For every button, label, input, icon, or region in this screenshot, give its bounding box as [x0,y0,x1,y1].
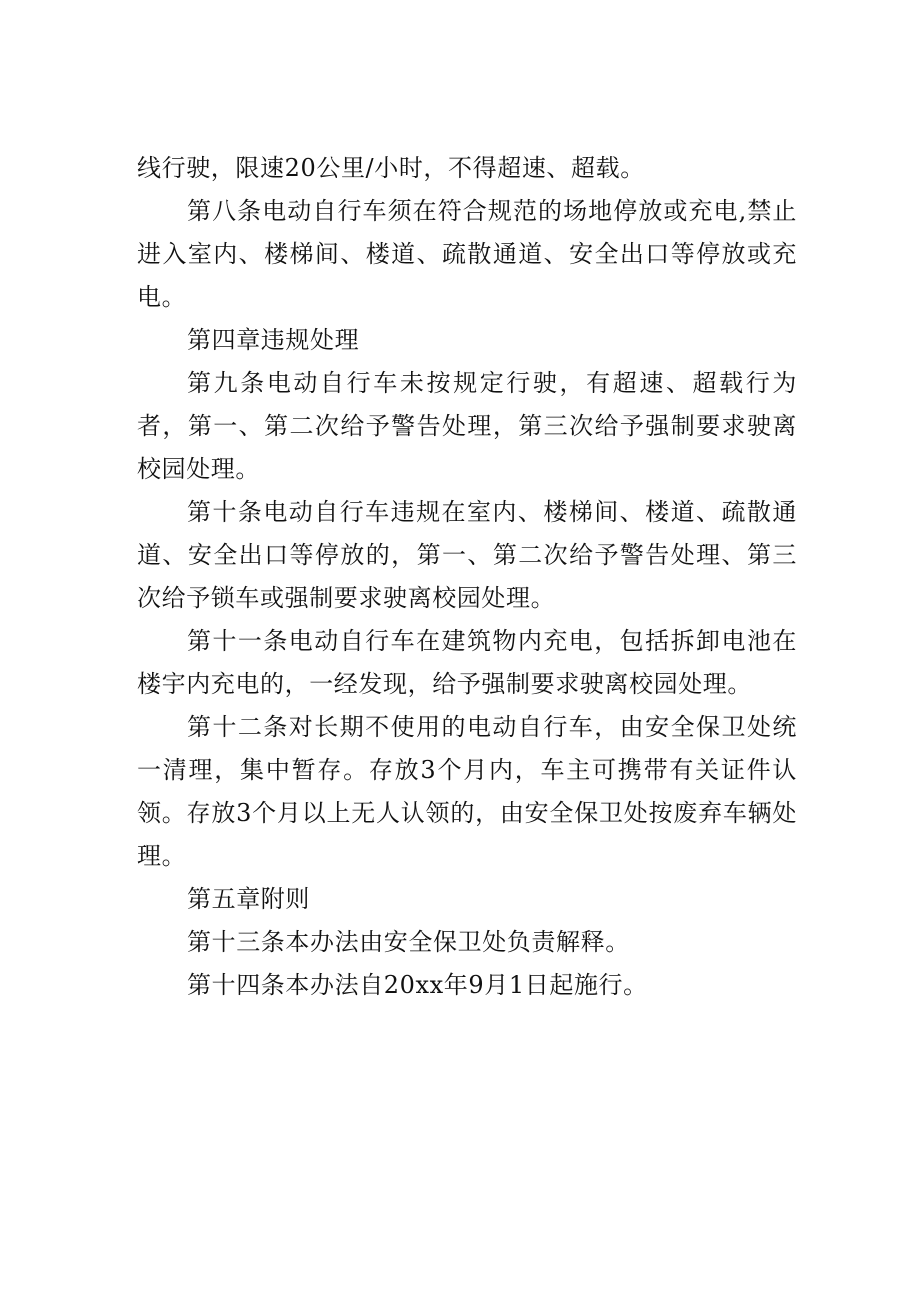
article-12: 第十二条对长期不使用的电动自行车，由安全保卫处统一清理，集中暂存。存放3个月内，车主可携带有关证件认领。存放3个月以上无人认领的，由安全保卫处按废弃车辆处理。 [137,713,797,870]
article-13: 第十三条本办法由安全保卫处负责解释。 [187,928,630,956]
article-11: 第十一条电动自行车在建筑物内充电，包括拆卸电池在楼宇内充电的，一经发现，给予强制要求驶离校园处理。 [137,627,797,698]
chapter-4-heading: 第四章违规处理 [187,326,360,354]
article-9: 第九条电动自行车未按规定行驶，有超速、超载行为者，第一、第二次给予警告处理，第三次给予强制要求驶离校园处理。 [137,369,797,483]
article-14: 第十四条本办法自20xx年9月1日起施行。 [187,971,648,999]
chapter-5-heading: 第五章附则 [187,885,310,913]
document-body [137,147,797,1007]
paragraph-continuation: 线行驶，限速20公里/小时，不得超速、超载。 [137,154,645,182]
article-8: 第八条电动自行车须在符合规范的场地停放或充电,禁止进入室内、楼梯间、楼道、疏散通道、安全出口等停放或充电。 [137,197,797,311]
article-10: 第十条电动自行车违规在室内、楼梯间、楼道、疏散通道、安全出口等停放的，第一、第二次给予警告处理、第三次给予锁车或强制要求驶离校园处理。 [137,498,797,612]
